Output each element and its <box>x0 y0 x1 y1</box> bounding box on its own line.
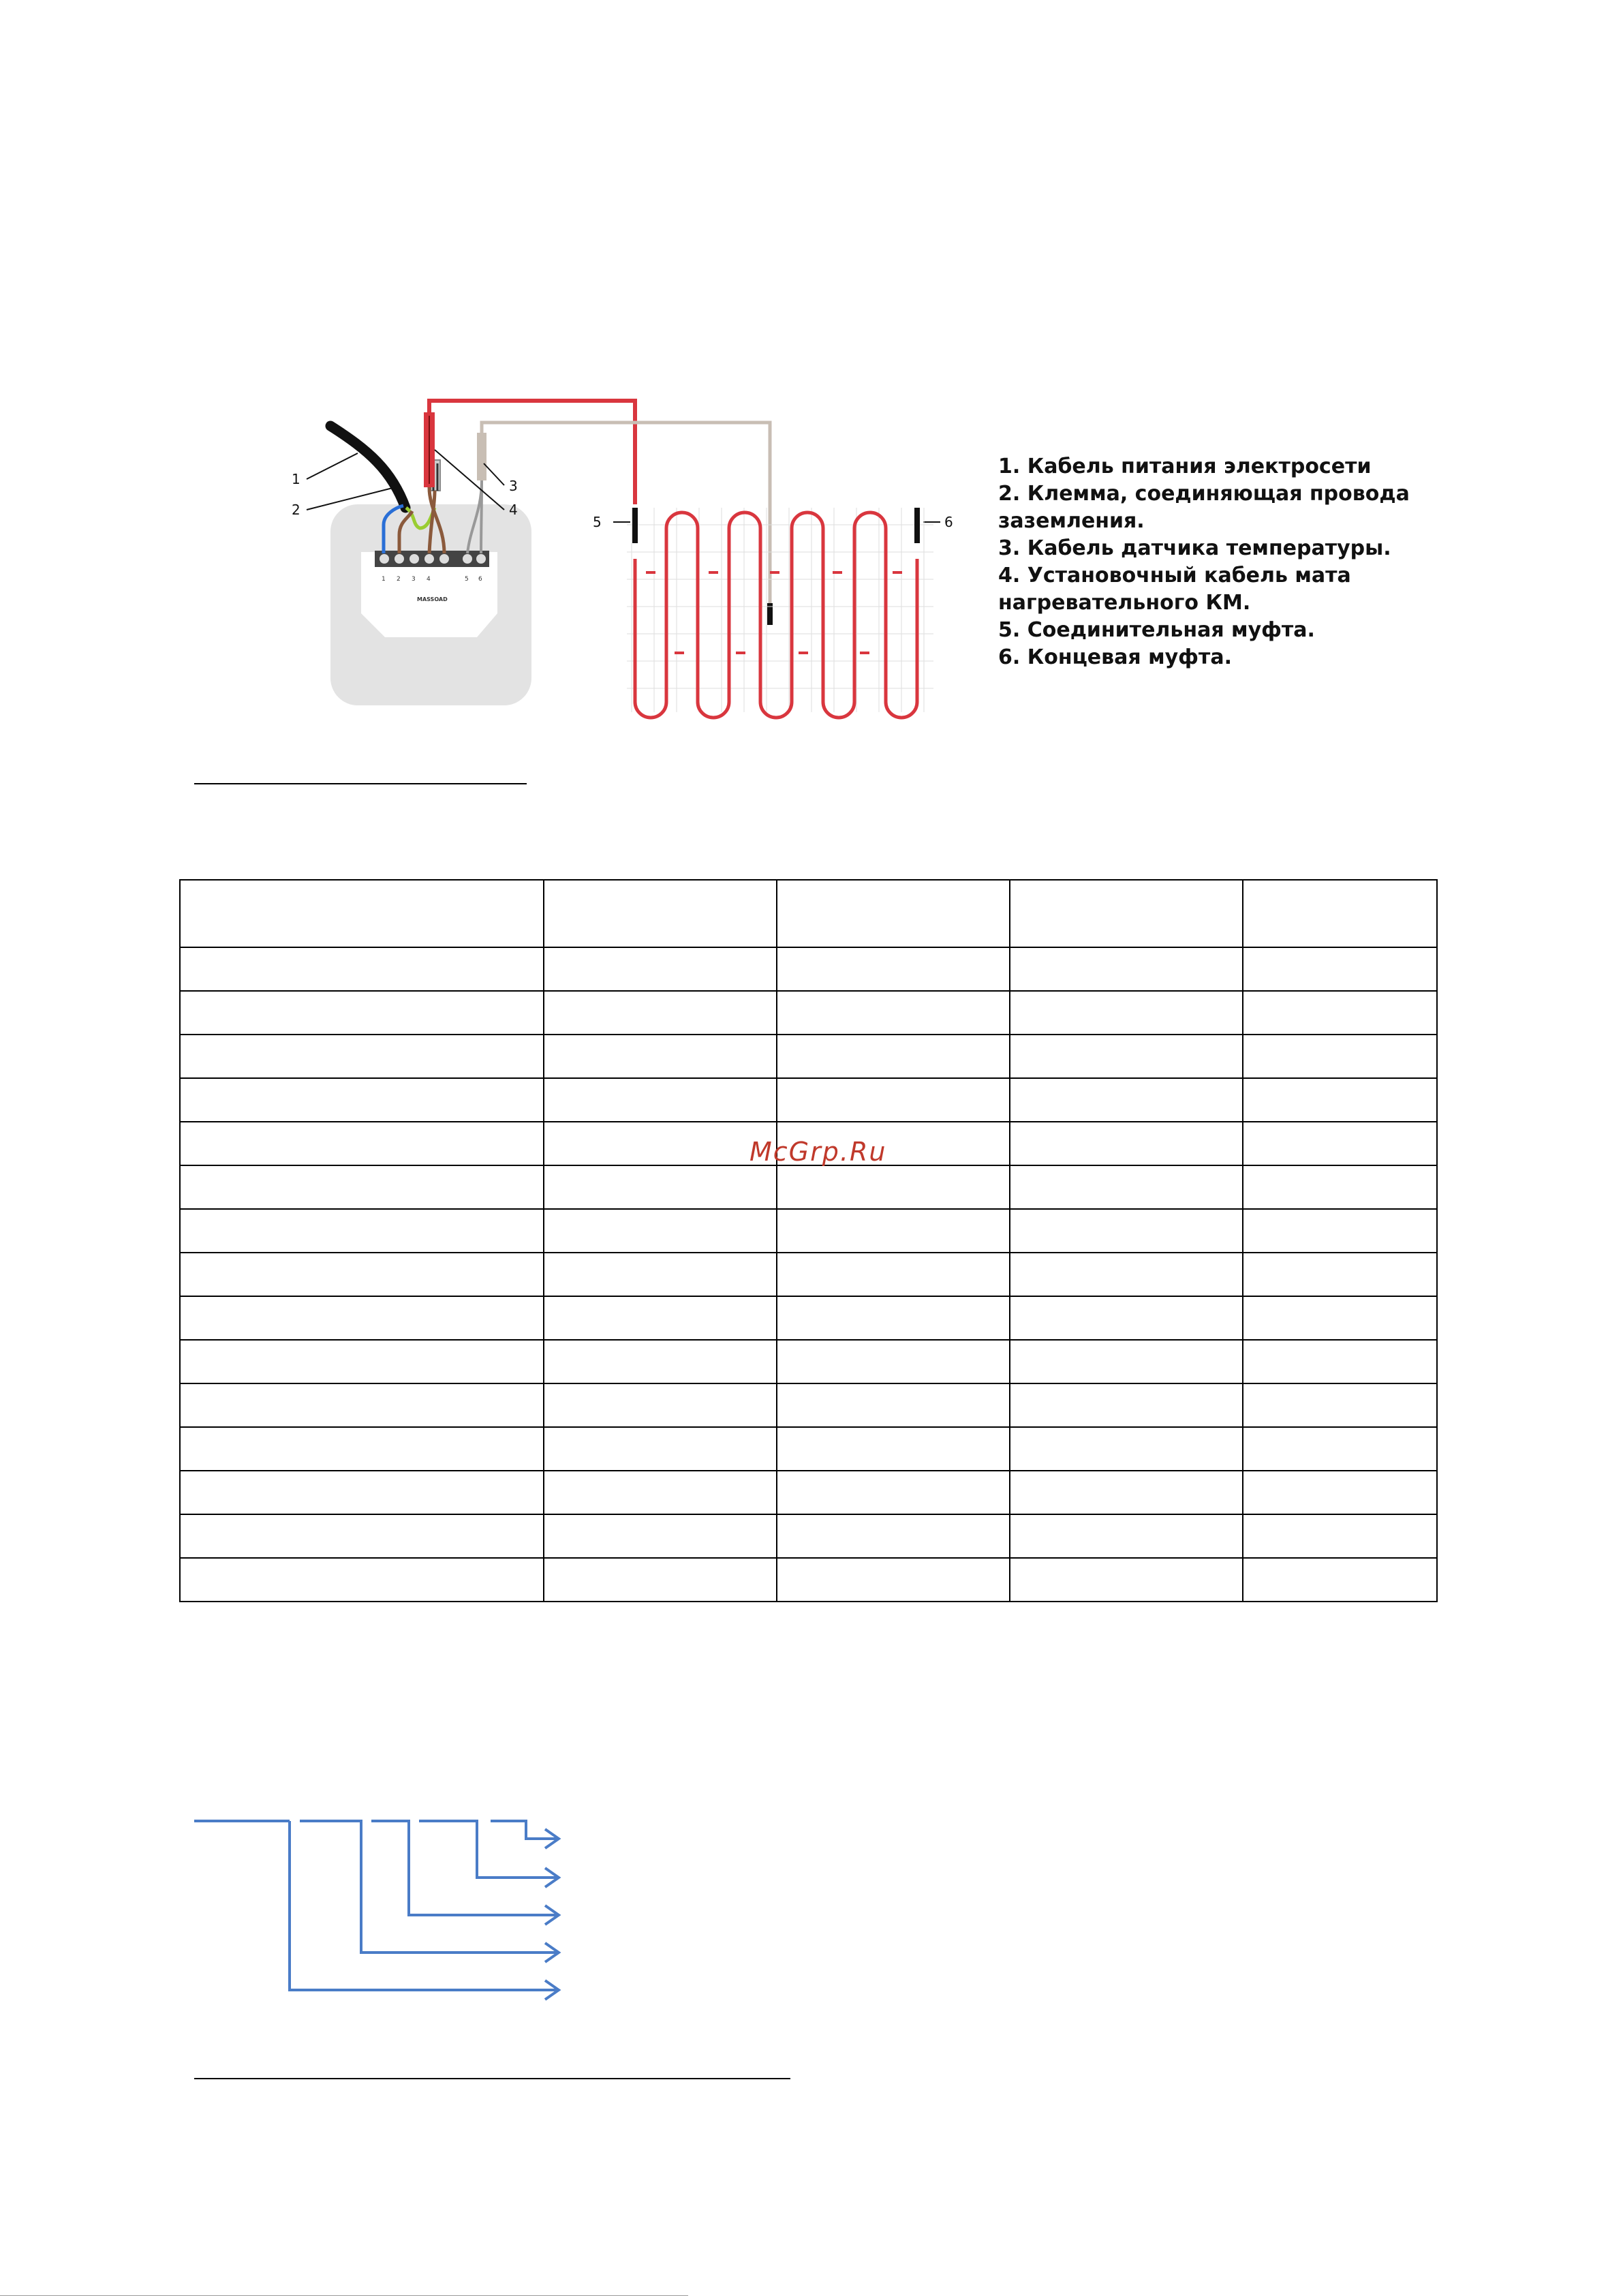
callout-3-leader <box>484 463 504 485</box>
legend-item-2-cont: заземления. <box>998 509 1145 533</box>
legend-item-2: 2. Клемма, соединяющая провода <box>998 482 1410 506</box>
table-cell <box>777 1558 1010 1602</box>
tree-branch-4 <box>419 1821 559 1878</box>
table-cell <box>180 1035 544 1078</box>
table-cell <box>777 947 1010 991</box>
table-row <box>180 1035 1437 1078</box>
table-row <box>180 1296 1437 1340</box>
table-cell <box>1010 1514 1243 1558</box>
table-cell <box>1010 1165 1243 1209</box>
table-row <box>180 1471 1437 1514</box>
table-cell <box>1243 1296 1437 1340</box>
table-row <box>180 1514 1437 1558</box>
table-cell <box>180 880 544 947</box>
table-cell <box>777 1383 1010 1427</box>
table-cell <box>1243 1514 1437 1558</box>
empty-table <box>179 879 1438 1602</box>
sensor-cable-sleeve <box>477 433 486 480</box>
callout-5: 5 <box>593 514 602 530</box>
table-cell <box>1243 1383 1437 1427</box>
table-cell <box>180 1209 544 1253</box>
terminal-2-label: 2 <box>397 576 401 583</box>
table-cell <box>544 1471 777 1514</box>
terminal-1-label: 1 <box>382 576 386 583</box>
table-row <box>180 880 1437 947</box>
table-cell <box>544 1558 777 1602</box>
table-cell <box>544 1209 777 1253</box>
table-cell <box>777 880 1010 947</box>
terminal-5-label: 5 <box>465 576 469 583</box>
table-row <box>180 1383 1437 1427</box>
table-cell <box>777 1471 1010 1514</box>
table-cell <box>1010 880 1243 947</box>
callout-4: 4 <box>509 502 518 518</box>
tree-branch-5 <box>491 1821 559 1839</box>
table-cell <box>1010 1078 1243 1122</box>
installation-cable <box>429 401 635 504</box>
wiring-diagram <box>273 388 954 729</box>
legend-item-5: 5. Соединительная муфта. <box>998 618 1315 642</box>
table-cell <box>544 880 777 947</box>
table-cell <box>544 947 777 991</box>
diagram-legend <box>998 453 1448 671</box>
watermark: McGrp.Ru <box>749 1137 887 1167</box>
table-cell <box>544 1427 777 1471</box>
table-cell <box>544 1078 777 1122</box>
table-cell <box>180 1383 544 1427</box>
table-cell <box>1010 991 1243 1035</box>
table-cell <box>180 1165 544 1209</box>
table-cell <box>777 1165 1010 1209</box>
table-cell <box>180 1514 544 1558</box>
table-row <box>180 1078 1437 1122</box>
table-row <box>180 1427 1437 1471</box>
table-cell <box>777 1035 1010 1078</box>
table-cell <box>180 1296 544 1340</box>
table-cell <box>1010 1340 1243 1383</box>
legend-item-6: 6. Концевая муфта. <box>998 645 1232 669</box>
table-cell <box>1010 1253 1243 1296</box>
table-row <box>180 947 1437 991</box>
table-cell <box>1243 1558 1437 1602</box>
callout-1-leader <box>307 453 358 479</box>
table-cell <box>544 991 777 1035</box>
table-cell <box>1010 1035 1243 1078</box>
table-cell <box>544 1383 777 1427</box>
table-cell <box>777 1427 1010 1471</box>
brand-label: MASSOAD <box>417 596 448 602</box>
legend-item-4: 4. Установочный кабель мата <box>998 564 1351 587</box>
tree-branch-3 <box>371 1821 559 1915</box>
table-row <box>180 1253 1437 1296</box>
table-cell <box>180 1558 544 1602</box>
table-cell <box>180 1427 544 1471</box>
table-cell <box>180 1253 544 1296</box>
table-cell <box>777 1340 1010 1383</box>
tree-branch-1 <box>290 1821 559 1990</box>
table-cell <box>1010 947 1243 991</box>
table-cell <box>1243 1078 1437 1122</box>
table-row <box>180 991 1437 1035</box>
table-cell <box>777 1253 1010 1296</box>
table-cell <box>180 1122 544 1165</box>
legend-item-3: 3. Кабель датчика температуры. <box>998 536 1391 560</box>
legend-item-4-cont: нагревательного КМ. <box>998 591 1251 615</box>
underline-rule-bottom <box>194 2078 790 2079</box>
table-cell <box>1243 991 1437 1035</box>
callout-4-leader <box>435 450 504 510</box>
table-cell <box>1010 1427 1243 1471</box>
callout-1: 1 <box>292 471 300 487</box>
end-coupling <box>914 508 920 543</box>
table-cell <box>1010 1558 1243 1602</box>
heating-cable <box>635 512 917 718</box>
table-cell <box>544 1296 777 1340</box>
table-cell <box>544 1122 777 1165</box>
table-cell <box>777 991 1010 1035</box>
table-cell <box>1010 1209 1243 1253</box>
table-cell <box>1243 1253 1437 1296</box>
table-cell <box>777 1296 1010 1340</box>
table-cell <box>777 1078 1010 1122</box>
table-cell <box>544 1165 777 1209</box>
table-cell <box>1243 1427 1437 1471</box>
table-row <box>180 1165 1437 1209</box>
table-cell <box>180 947 544 991</box>
table-cell <box>1243 1165 1437 1209</box>
underline-rule-top <box>194 783 527 784</box>
table-cell <box>1243 1122 1437 1165</box>
table-cell <box>180 1340 544 1383</box>
tree-branch-2 <box>300 1821 559 1953</box>
terminal-6-label: 6 <box>478 576 482 583</box>
table-row <box>180 1558 1437 1602</box>
table-cell <box>777 1514 1010 1558</box>
table-row <box>180 1340 1437 1383</box>
table-cell <box>1243 1209 1437 1253</box>
legend-item-1: 1. Кабель питания электросети <box>998 455 1372 478</box>
table-cell <box>180 1078 544 1122</box>
callout-2: 2 <box>292 502 300 518</box>
table-cell <box>1010 1471 1243 1514</box>
table-cell <box>1243 947 1437 991</box>
terminal-4-label: 4 <box>427 576 431 583</box>
table-cell <box>180 1471 544 1514</box>
table-cell <box>777 1209 1010 1253</box>
callout-3: 3 <box>509 478 518 494</box>
table-row <box>180 1209 1437 1253</box>
table-cell <box>544 1035 777 1078</box>
table-cell <box>1243 1035 1437 1078</box>
table-cell <box>1010 1296 1243 1340</box>
table-cell <box>544 1514 777 1558</box>
table-cell <box>544 1340 777 1383</box>
table-cell <box>1243 880 1437 947</box>
table-cell <box>1243 1471 1437 1514</box>
terminal-3-label: 3 <box>412 576 416 583</box>
table-cell <box>1010 1122 1243 1165</box>
callout-6: 6 <box>944 514 953 530</box>
table-cell <box>544 1253 777 1296</box>
table-cell <box>180 991 544 1035</box>
connecting-coupling <box>632 508 638 543</box>
bracket-arrow-diagram <box>194 1813 576 2004</box>
power-cable <box>330 426 405 508</box>
table-cell <box>1010 1383 1243 1427</box>
table-cell <box>1243 1340 1437 1383</box>
